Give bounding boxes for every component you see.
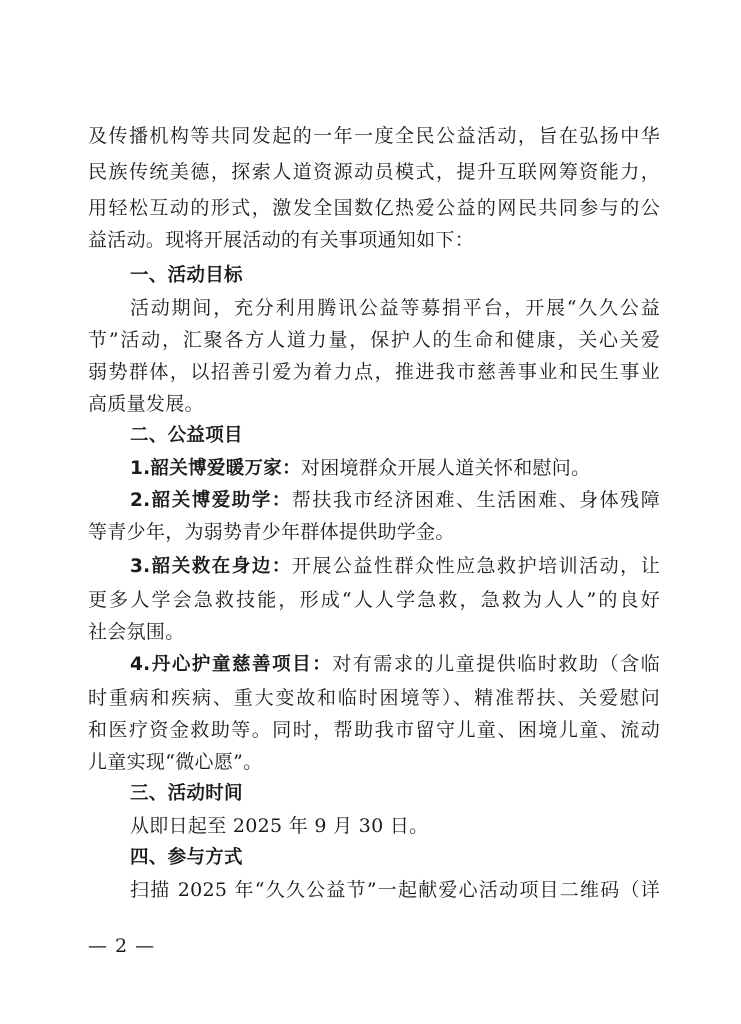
section-heading-goals: 一、活动目标 xyxy=(130,265,243,286)
project-text: 对困境群众开展人道关怀和慰问。 xyxy=(300,457,591,479)
section-heading-projects: 二、公益项目 xyxy=(130,425,243,446)
page-number: — 2 — xyxy=(88,935,156,957)
intro-line: 民族传统美德，探索人道资源动员模式，提升互联网筹资能力， xyxy=(88,161,660,183)
paragraph-line: 高质量发展。 xyxy=(88,393,204,415)
intro-line: 益活动。现将开展活动的有关事项通知如下： xyxy=(88,229,475,251)
project-item-2 xyxy=(130,488,660,513)
project-text-line: 时重病和疾病、重大变故和临时困境等）、精准帮扶、关爱慰问 xyxy=(88,687,660,709)
project-title: 1.韶关博爱暖万家： xyxy=(130,458,301,479)
project-text: 对有需求的儿童提供临时救助（含临 xyxy=(332,653,660,675)
project-item-4 xyxy=(130,652,660,677)
intro-line: 用轻松互动的形式，激发全国数亿热爱公益的网民共同参与的公 xyxy=(88,197,660,219)
project-item-1 xyxy=(130,456,660,481)
project-item-3 xyxy=(130,554,660,579)
project-text-line: 社会氛围。 xyxy=(88,621,185,643)
document-page xyxy=(88,0,660,1024)
paragraph-line: 扫描 2025 年“久久公益节”一起献爱心活动项目二维码（详 xyxy=(130,879,660,901)
intro-line: 及传播机构等共同发起的一年一度全民公益活动，旨在弘扬中华 xyxy=(88,125,660,147)
project-text-line: 和医疗资金救助等。同时，帮助我市留守儿童、困境儿童、流动 xyxy=(88,719,660,741)
section-heading-time: 三、活动时间 xyxy=(130,783,243,804)
project-title: 2.韶关博爱助学： xyxy=(130,490,292,511)
project-text-line: 等青少年，为弱势青少年群体提供助学金。 xyxy=(88,521,455,543)
paragraph-line: 节”活动，汇聚各方人道力量，保护人的生命和健康，关心关爱 xyxy=(88,329,660,351)
project-text: 开展公益性群众性应急救护培训活动，让 xyxy=(291,555,660,577)
project-text-line: 儿童实现“微心愿”。 xyxy=(88,751,263,773)
paragraph-line: 活动期间，充分利用腾讯公益等募捐平台，开展“久久公益 xyxy=(130,297,660,319)
project-text-line: 更多人学会急救技能，形成“人人学急救，急救为人人”的良好 xyxy=(88,589,660,611)
paragraph-line: 从即日起至 2025 年 9 月 30 日。 xyxy=(130,815,429,837)
project-title: 3.韶关救在身边： xyxy=(130,556,292,577)
paragraph-line: 弱势群体，以招善引爱为着力点，推进我市慈善事业和民生事业 xyxy=(88,361,660,383)
section-heading-participation: 四、参与方式 xyxy=(130,847,243,868)
project-title: 4.丹心护童慈善项目： xyxy=(130,654,333,675)
project-text: 帮扶我市经济困难、生活困难、身体残障 xyxy=(291,489,660,511)
